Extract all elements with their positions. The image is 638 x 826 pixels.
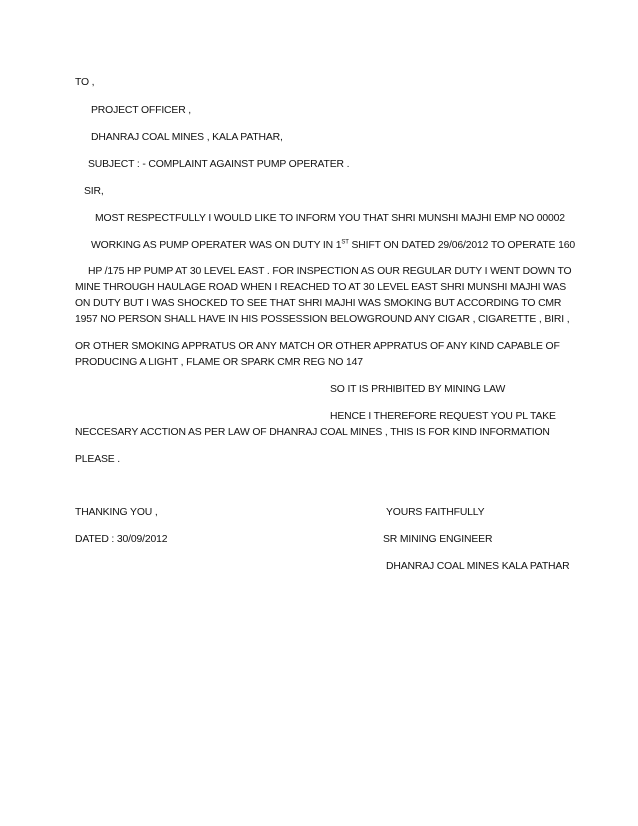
body-line-2-end: SHIFT ON DATED 29/06/2012 TO OPERATE 160 [348, 240, 575, 251]
subject-line: SUBJECT : - COMPLAINT AGAINST PUMP OPERATER . [88, 159, 350, 170]
closing-thanks: THANKING YOU , [75, 507, 158, 518]
body-line-2 [91, 239, 575, 252]
date-line: DATED : 30/09/2012 [75, 534, 168, 545]
address-to: TO , [75, 77, 95, 88]
body-line-9: SO IT IS PRHIBITED BY MINING LAW [330, 384, 506, 395]
sender-designation: SR MINING ENGINEER [383, 534, 493, 545]
body-line-7: OR OTHER SMOKING APPRATUS OR ANY MATCH OR OTHER APPRATUS OF ANY KIND CAPABLE OF [75, 341, 560, 352]
body-line-11: NECCESARY ACCTION AS PER LAW OF DHANRAJ COAL MINES , THIS IS FOR KIND INFORMATION [75, 427, 550, 438]
body-line-6: 1957 NO PERSON SHALL HAVE IN HIS POSSESSION BELOWGROUND ANY CIGAR , CIGARETTE , BIRI , [75, 314, 570, 325]
recipient-title: PROJECT OFFICER , [91, 105, 192, 116]
recipient-organization: DHANRAJ COAL MINES , KALA PATHAR, [91, 132, 283, 143]
body-line-1: MOST RESPECTFULLY I WOULD LIKE TO INFORM YOU THAT SHRI MUNSHI MAJHI EMP NO 00002 [95, 213, 565, 224]
ordinal-superscript: ST [341, 239, 349, 246]
salutation: SIR, [84, 186, 104, 197]
body-line-3: HP /175 HP PUMP AT 30 LEVEL EAST . FOR INSPECTION AS OUR REGULAR DUTY I WENT DOWN TO [88, 266, 572, 277]
body-line-10: HENCE I THEREFORE REQUEST YOU PL TAKE [330, 411, 556, 422]
body-line-5: ON DUTY BUT I WAS SHOCKED TO SEE THAT SHRI MAJHI WAS SMOKING BUT ACCORDING TO CMR [75, 298, 562, 309]
body-line-4: MINE THROUGH HAULAGE ROAD WHEN I REACHED TO AT 30 LEVEL EAST SHRI MUNSHI MAJHI WAS [75, 282, 566, 293]
closing-yours-faithfully: YOURS FAITHFULLY [386, 507, 485, 518]
body-line-2-start: WORKING AS PUMP OPERATER WAS ON DUTY IN 1 [91, 240, 342, 251]
sender-organization: DHANRAJ COAL MINES KALA PATHAR [386, 561, 570, 572]
body-line-8: PRODUCING A LIGHT , FLAME OR SPARK CMR REG NO 147 [75, 357, 363, 368]
body-line-12: PLEASE . [75, 454, 121, 465]
